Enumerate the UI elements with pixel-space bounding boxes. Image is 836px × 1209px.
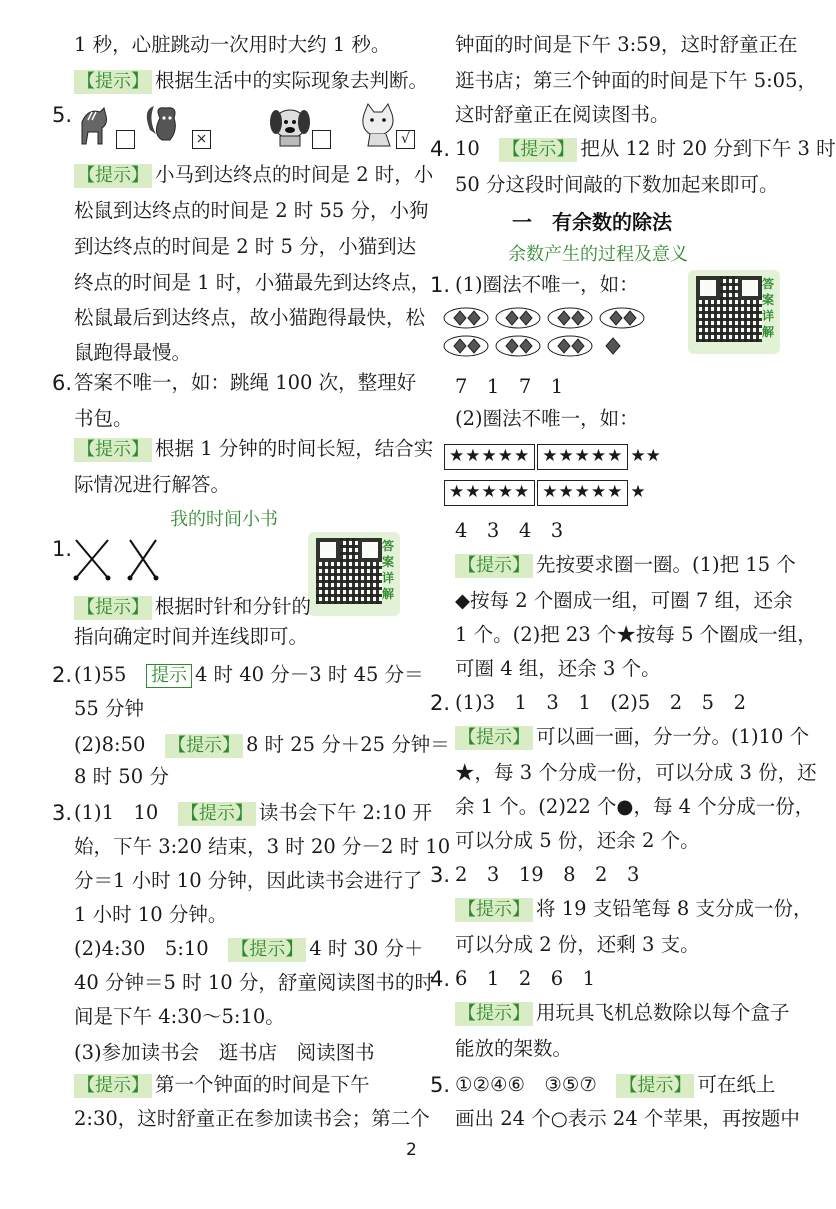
text-line: 2:30，这时舒童正在参加读书会；第二个: [74, 1107, 430, 1130]
answer-text: ①②④⑥ ③⑤⑦: [455, 1073, 597, 1096]
text-line: (1)圈法不唯一，如：: [455, 273, 639, 296]
answer-line: 2 3 19 8 2 3: [455, 863, 640, 886]
text-line: 1 小时 10 分钟。: [74, 903, 228, 926]
question-number: 3.: [52, 801, 73, 825]
hint-line: [74, 594, 311, 620]
answer-line: (1)3 1 3 1 (2)5 2 5 2: [455, 691, 746, 714]
hint-text: 可在纸上: [697, 1073, 776, 1096]
text-line: 1 个。(2)把 23 个★按每 5 个圈成一组，: [455, 623, 817, 646]
text-line: [74, 800, 432, 826]
text-line: [455, 1072, 775, 1098]
text-line: 画出 24 个○表示 24 个苹果，再按题中: [455, 1107, 800, 1130]
hint-text: 4 时 40 分－3 时 45 分＝: [194, 663, 424, 686]
hint-tag: 【 提示 】: [616, 1074, 694, 1098]
qr-code-panel[interactable]: [688, 270, 780, 354]
hint-text: 根据时针和分针的: [155, 595, 312, 618]
hint-tag: 【 提示 】: [74, 438, 152, 462]
qr-label: 答案详解: [762, 277, 775, 339]
text-line: 始，下午 3:20 结束，3 时 20 分－2 时 10: [74, 835, 451, 858]
answer-text: (1)55: [74, 663, 127, 686]
hint-line: [455, 1000, 790, 1026]
answer-text: 10: [455, 137, 480, 160]
star-group-row: [444, 444, 661, 470]
text-line: 可圈 4 组，还余 3 个。: [455, 657, 661, 680]
answer-text: (2)4:30 5:10: [74, 937, 209, 960]
text-line: [74, 732, 450, 758]
remaining-stars: ★: [630, 482, 646, 502]
answer-line: 4 3 4 3: [455, 519, 564, 542]
chapter-heading: 一 有余数的除法: [512, 210, 672, 234]
hint-tag: 【 提示 】: [74, 164, 152, 188]
text-line: ◆按每 2 个圈成一组，可圈 7 组，还余: [455, 589, 793, 612]
hint-text: 8 时 25 分＋25 分钟＝: [245, 733, 450, 756]
hint-tag: 【 提示 】: [178, 802, 256, 826]
text-line: 这时舒童正在阅读图书。: [455, 103, 670, 126]
text-line: 能放的架数。: [455, 1037, 573, 1060]
text-line: 55 分钟: [74, 697, 145, 720]
text-line: 到达终点的时间是 2 时 5 分，小猫到达: [74, 235, 417, 258]
question-number: 2.: [52, 663, 73, 687]
remaining-stars: ★★: [630, 446, 661, 466]
qr-code-panel[interactable]: [308, 532, 400, 616]
text-line: 可以分成 5 份，还余 2 个。: [455, 829, 700, 852]
hint-text: 根据 1 分钟的时间长短，结合实: [155, 437, 434, 460]
squirrel-icon: [147, 106, 176, 140]
hint-line: [74, 1072, 370, 1098]
star-group: ★★★★★: [537, 480, 628, 506]
qr-code-icon: [696, 276, 762, 342]
hint-text: 把从 12 时 20 分到下午 3 时: [580, 137, 836, 160]
text-line: [455, 136, 836, 162]
text-line: 8 时 50 分: [74, 765, 169, 788]
text-line: [74, 662, 424, 688]
cat-icon: [363, 104, 393, 146]
question-number: 1.: [430, 273, 451, 297]
horse-icon: [82, 108, 107, 144]
star-group-row: [444, 480, 646, 506]
hint-line: [74, 68, 428, 94]
hint-text: 第一个钟面的时间是下午: [155, 1073, 370, 1096]
hint-tag: 【 提示 】: [455, 554, 533, 578]
text-line: ★，每 3 个分成一份，可以分成 3 份，还: [455, 761, 817, 784]
star-group: ★★★★★: [444, 444, 535, 470]
text-line: 分＝1 小时 10 分钟，因此读书会进行了: [74, 869, 423, 892]
hint-text: 将 19 支铅笔每 8 支分成一份，: [536, 897, 813, 920]
qr-label: 答案详解: [382, 539, 395, 601]
question-number: 6.: [52, 371, 73, 395]
text-line: 钟面的时间是下午 3:59，这时舒童正在: [455, 33, 798, 56]
page-number: 2: [406, 1140, 417, 1160]
answer-text: (1)1 10: [74, 801, 159, 824]
hint-line: [455, 552, 796, 578]
text-line: 40 分钟＝5 时 10 分，舒童阅读图书的时: [74, 971, 434, 994]
dog-icon: [270, 110, 310, 146]
text-line: 松鼠到达终点的时间是 2 时 55 分，小狗: [74, 199, 429, 222]
hint-line: [74, 436, 433, 462]
hint-line: [455, 896, 813, 922]
hint-text: 读书会下午 2:10 开: [258, 801, 433, 824]
text-line: 答案不唯一，如：跳绳 100 次，整理好: [74, 371, 417, 394]
text-line: 终点的时间是 1 时，小猫最先到达终点，: [74, 271, 431, 294]
answer-text: (2)8:50: [74, 733, 146, 756]
answer-box: √: [396, 130, 415, 149]
hint-tag: 【 提示 】: [228, 938, 306, 962]
diamond-groups-illustration: [442, 304, 682, 364]
answer-box: [116, 130, 135, 149]
hint-tag: 【 提示 】: [74, 70, 152, 94]
text-line: 鼠跑得最慢。: [74, 341, 192, 364]
hint-tag: 【 提示 】: [455, 1002, 533, 1026]
hint-tag: 【 提示 】: [74, 1074, 152, 1098]
hint-tag: 提示: [146, 664, 192, 688]
matching-lines: [72, 536, 162, 582]
hint-text: 用玩具飞机总数除以每个盒子: [536, 1001, 790, 1024]
hint-tag: 【 提示 】: [499, 138, 577, 162]
text-line: 逛书店；第三个钟面的时间是下午 5:05，: [455, 69, 817, 92]
hint-tag: 【 提示 】: [455, 898, 533, 922]
text-line: 书包。: [74, 407, 133, 430]
question-number: 4.: [430, 137, 451, 161]
text-line: 1 秒，心脏跳动一次用时大约 1 秒。: [74, 33, 391, 56]
section-heading: 我的时间小书: [170, 509, 278, 530]
hint-line: [455, 724, 809, 750]
hint-text: 先按要求圈一圈。(1)把 15 个: [536, 553, 796, 576]
text-line: [74, 936, 424, 962]
question-number: 3.: [430, 863, 451, 887]
answer-box: ×: [192, 130, 211, 149]
hint-text: 小马到达终点的时间是 2 时，小: [155, 163, 434, 186]
text-line: 际情况进行解答。: [74, 473, 231, 496]
text-line: 指向确定时间并连线即可。: [74, 625, 309, 648]
hint-tag: 【 提示 】: [455, 726, 533, 750]
section-heading: 余数产生的过程及意义: [508, 244, 688, 265]
hint-text: 根据生活中的实际现象去判断。: [155, 69, 429, 92]
question-number: 5.: [52, 103, 73, 127]
text-line: (2)圈法不唯一，如：: [455, 407, 639, 430]
question-number: 1.: [52, 537, 73, 561]
hint-tag: 【 提示 】: [74, 596, 152, 620]
question-number: 5.: [430, 1073, 451, 1097]
answer-line: 6 1 2 6 1: [455, 967, 596, 990]
hint-text: 4 时 30 分＋: [309, 937, 424, 960]
text-line: 间是下午 4:30～5:10。: [74, 1005, 285, 1028]
text-line: 50 分这段时间敲的下数加起来即可。: [455, 173, 779, 196]
question-number: 2.: [430, 691, 451, 715]
answer-box: [312, 130, 331, 149]
hint-line: [74, 162, 433, 188]
hint-text: 可以画一画，分一分。(1)10 个: [536, 725, 810, 748]
star-group: ★★★★★: [537, 444, 628, 470]
text-line: 可以分成 2 份，还剩 3 支。: [455, 933, 700, 956]
star-group: ★★★★★: [444, 480, 535, 506]
text-line: 余 1 个。(2)22 个●，每 4 个分成一份，: [455, 795, 815, 818]
animal-row: [74, 100, 414, 152]
text-line: (3)参加读书会 逛书店 阅读图书: [74, 1041, 375, 1064]
question-number: 4.: [430, 967, 451, 991]
qr-code-icon: [316, 538, 382, 604]
hint-tag: 【 提示 】: [165, 734, 243, 758]
text-line: 松鼠最后到达终点，故小猫跑得最快，松: [74, 306, 426, 329]
answer-line: 7 1 7 1: [455, 375, 564, 398]
